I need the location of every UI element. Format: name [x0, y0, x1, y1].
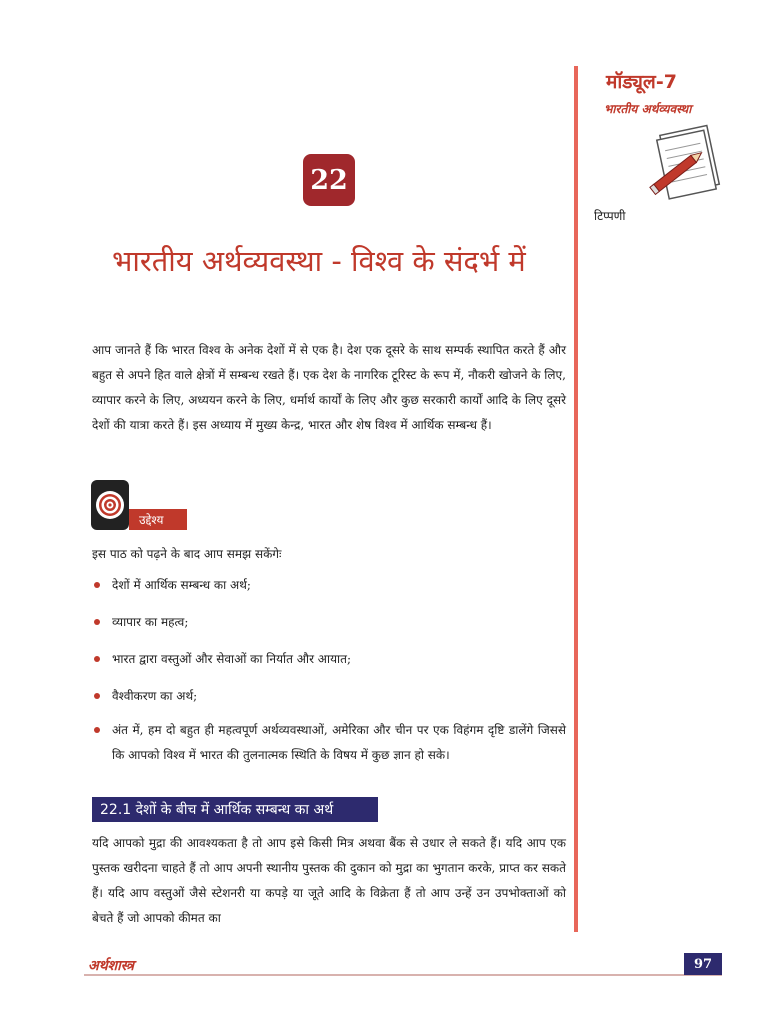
list-item	[92, 574, 566, 596]
objectives-label: उद्देश्य	[129, 509, 187, 530]
module-title: मॉड्यूल-7	[606, 71, 677, 93]
bullet-icon	[94, 619, 100, 625]
notepad-pencil-icon	[646, 122, 732, 202]
intro-paragraph: आप जानते हैं कि भारत विश्व के अनेक देशों में से एक है। देश एक दूसरे के साथ सम्पर्क स्थापित करते हैं और बहुत से अपने हित वाले क्षेत्रों में सम्बन्ध रखते हैं। एक देश के नागरिक टूरिस्ट के रूप में, नौकरी खोजने के लिए, व्यापार करने के लिए, अध्ययन करने के लिए, धर्मार्थ कार्यों के लिए और कुछ सरकारी कार्यों आदि के लिए दूसरे देशों की यात्रा करते हैं। इस अध्याय में मुख्य केन्द्र, भारत और शेष विश्व में आर्थिक सम्बन्ध हैं।	[92, 343, 566, 432]
section-heading: 22.1 देशों के बीच में आर्थिक सम्बन्ध का अर्थ	[92, 797, 378, 822]
note-label: टिप्पणी	[594, 209, 626, 223]
footer-title: अर्थशास्त्र	[88, 958, 134, 974]
bullet-icon	[94, 727, 100, 733]
list-item-text: वैश्वीकरण का अर्थ;	[112, 689, 198, 703]
bullet-icon	[94, 656, 100, 662]
footer-rule	[84, 974, 722, 976]
page-number: 97	[684, 953, 722, 975]
list-item	[92, 718, 566, 768]
list-item	[92, 648, 566, 670]
list-item-text: व्यापार का महत्व;	[112, 615, 189, 629]
bullet-icon	[94, 693, 100, 699]
chapter-title: भारतीय अर्थव्यवस्था - विश्व के संदर्भ में	[112, 244, 526, 278]
module-subtitle: भारतीय अर्थव्यवस्था	[604, 102, 692, 116]
list-item-text: अंत में, हम दो बहुत ही महत्वपूर्ण अर्थव्यवस्थाओं, अमेरिका और चीन पर एक विहंगम दृष्टि डालेंगे जिससे कि आपको विश्व में भारत की तुलनात्मक स्थिति के विषय में कुछ ज्ञान हो सके।	[112, 723, 566, 762]
list-item-text: भारत द्वारा वस्तुओं और सेवाओं का निर्यात और आयात;	[112, 652, 352, 666]
bullet-icon	[94, 582, 100, 588]
section-paragraph: यदि आपको मुद्रा की आवश्यकता है तो आप इसे किसी मित्र अथवा बैंक से उधार ले सकते हैं। यदि आप एक पुस्तक खरीदना चाहते हैं तो आप अपनी स्थानीय पुस्तक की दुकान को मुद्रा का भुगतान करके, प्राप्त कर सकते हैं। यदि आप वस्तुओं जैसे स्टेशनरी या कपड़े या जूते आदि के विक्रेता हैं तो आप उन्हें उन उपभोक्ताओं को बेचते हैं जो आपको कीमत का	[92, 836, 566, 925]
chapter-number-badge: 22	[303, 154, 355, 206]
list-item-text: देशों में आर्थिक सम्बन्ध का अर्थ;	[112, 578, 251, 592]
objectives-list	[92, 574, 566, 783]
list-item	[92, 611, 566, 633]
target-icon	[91, 480, 129, 530]
list-item	[92, 685, 566, 707]
objectives-intro: इस पाठ को पढ़ने के बाद आप समझ सकेंगेः	[92, 547, 282, 561]
margin-rule	[574, 66, 578, 932]
